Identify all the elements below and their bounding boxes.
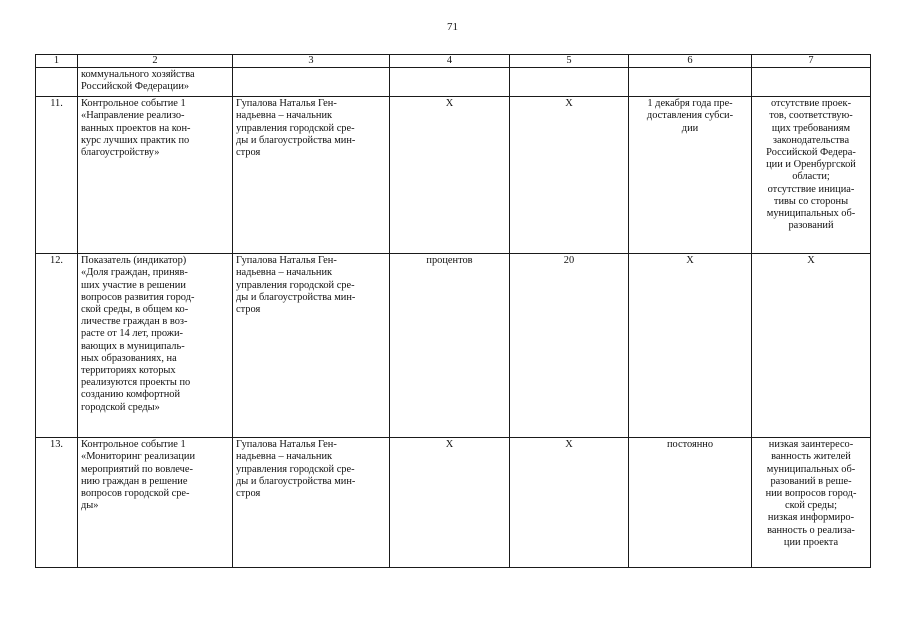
event-name: коммунального хозяйства Российской Федерации» bbox=[78, 68, 233, 97]
responsible-person: Гупалова Наталья Ген- надьевна – начальник управления городской сре- ды и благоустройства мин- строя bbox=[233, 438, 390, 568]
row-number bbox=[36, 68, 78, 97]
unit-cell bbox=[390, 68, 510, 97]
column-number: 1 bbox=[36, 55, 78, 68]
table-row bbox=[36, 438, 871, 568]
column-number: 2 bbox=[78, 55, 233, 68]
responsible-person: Гупалова Наталья Ген- надьевна – начальник управления городской сре- ды и благоустройства мин- строя bbox=[233, 97, 390, 254]
column-number-row bbox=[36, 55, 871, 68]
value-cell: Х bbox=[510, 97, 629, 254]
table-row bbox=[36, 254, 871, 438]
row-number: 11. bbox=[36, 97, 78, 254]
risks-cell: Х bbox=[752, 254, 871, 438]
value-cell: Х bbox=[510, 438, 629, 568]
column-number: 3 bbox=[233, 55, 390, 68]
responsible-person bbox=[233, 68, 390, 97]
page-number: 71 bbox=[447, 21, 458, 33]
unit-cell: Х bbox=[390, 438, 510, 568]
unit-cell: Х bbox=[390, 97, 510, 254]
deadline-cell: 1 декабря года пре- доставления субси- дии bbox=[629, 97, 752, 254]
event-name: Контрольное событие 1 «Направление реализо- ванных проектов на кон- курс лучших практик по благоустройству» bbox=[78, 97, 233, 254]
deadline-cell: постоянно bbox=[629, 438, 752, 568]
responsible-person: Гупалова Наталья Ген- надьевна – начальник управления городской сре- ды и благоустройства мин- строя bbox=[233, 254, 390, 438]
column-number: 6 bbox=[629, 55, 752, 68]
unit-cell: процентов bbox=[390, 254, 510, 438]
value-cell bbox=[510, 68, 629, 97]
column-number: 7 bbox=[752, 55, 871, 68]
indicator-name: Показатель (индикатор) «Доля граждан, приняв- ших участие в решении вопросов развития город- ской среды, в общем ко- личестве граждан в воз- расте от 14 лет, прожи- вающих в муниципаль- ных образованиях, на территориях которых реализуются проекты по созданию комфортной городской среды» bbox=[78, 254, 233, 438]
column-number: 5 bbox=[510, 55, 629, 68]
table-row bbox=[36, 97, 871, 254]
row-number: 12. bbox=[36, 254, 78, 438]
plan-table bbox=[35, 54, 871, 568]
deadline-cell: Х bbox=[629, 254, 752, 438]
risks-cell bbox=[752, 68, 871, 97]
column-number: 4 bbox=[390, 55, 510, 68]
row-number: 13. bbox=[36, 438, 78, 568]
table-row bbox=[36, 68, 871, 97]
deadline-cell bbox=[629, 68, 752, 97]
event-name: Контрольное событие 1 «Мониторинг реализации мероприятий по вовлече- нию граждан в решение вопросов городской сре- ды» bbox=[78, 438, 233, 568]
risks-cell: низкая заинтересо- ванность жителей муниципальных об- разований в реше- нии вопросов город- ской среды; низкая информиро- ванность о реализа- ции проекта bbox=[752, 438, 871, 568]
value-cell: 20 bbox=[510, 254, 629, 438]
risks-cell: отсутствие проек- тов, соответствую- щих требованиям законодательства Российской Федера- ции и Оренбургской области; отсутствие инициа- тивы со стороны муниципальных об- разований bbox=[752, 97, 871, 254]
